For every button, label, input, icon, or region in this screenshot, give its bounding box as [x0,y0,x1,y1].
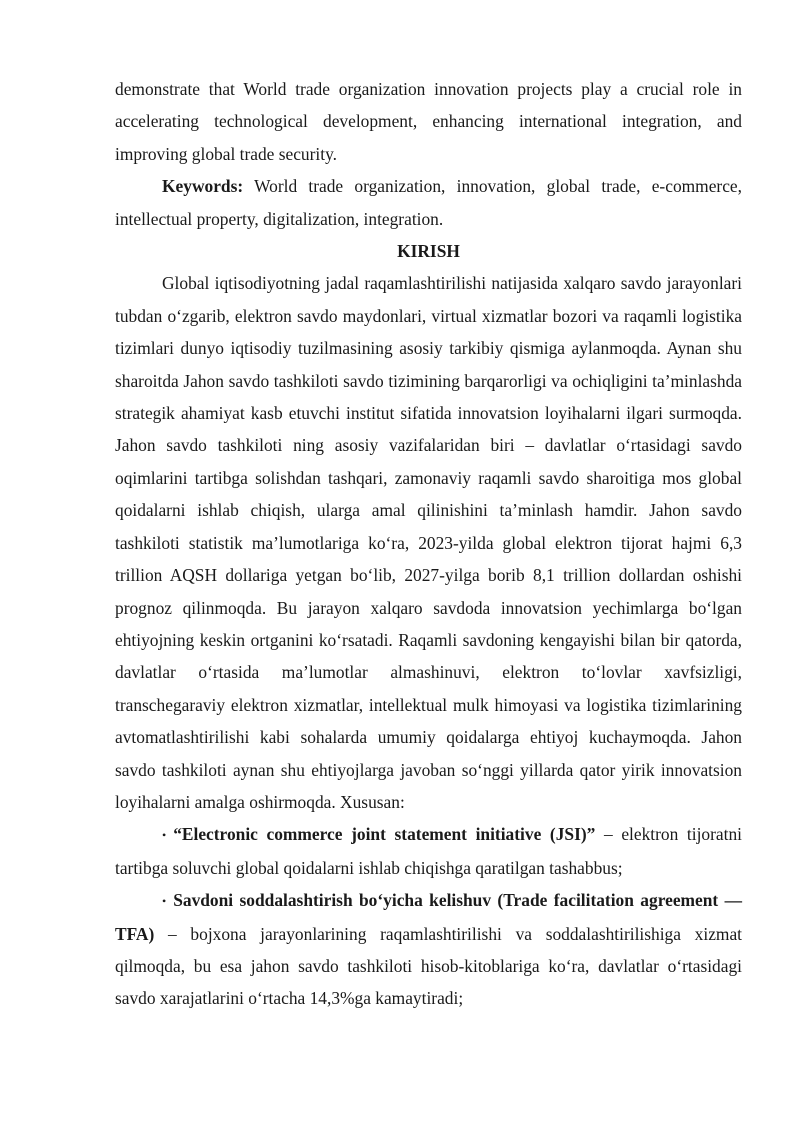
bullet-text: – bojxona jarayonlarining raqamlashtirilishi va soddalashtirilishiga xizmat qilmoqda, bu esa jahon savdo tashkiloti hisob-kitoblariga koʻra, davlatlar oʻrtasidagi savdo xarajatlarini oʻrtacha 14,3%ga kamaytiradi; [115,923,742,1009]
bullet-marker: • [162,894,167,909]
bullet-bold-text: Savdoni soddalashtirish boʻyicha kelishuv (Trade facilitation agreement — TFA) [115,890,742,944]
intro-paragraph: Global iqtisodiyotning jadal raqamlashtirilishi natijasida xalqaro savdo jarayonlari tubdan oʻzgarib, elektron savdo maydonlari, virtual xizmatlar bozori va raqamli logistika tizimlari dunyo iqtisodiy tuzilmasining asosiy tarkibiy qismiga aylanmoqda. Aynan shu sharoitda Jahon savdo tashkiloti savdo tizimining barqarorligi va ochiqligini taʼminlashda strategik ahamiyat kasb etuvchi institut sifatida innovatsion loyihalarni ilgari surmoqda. Jahon savdo tashkiloti ning asosiy vazifalaridan biri – davlatlar oʻrtasidagi savdo oqimlarini tartibga solishdan tashqari, zamonaviy raqamli savdo sharoitiga mos global qoidalarni ishlab chiqish, ularga amal qilinishini taʼminlash hamdir. Jahon savdo tashkiloti statistik maʼlumotlariga koʻra, 2023-yilda global elektron tijorat hajmi 6,3 trillion AQSH dollariga yetgan boʻlib, 2027-yilga borib 8,1 trillion dollardan oshishi prognoz qilinmoqda. Bu jarayon xalqaro savdoda innovatsion yechimlarga boʻlgan ehtiyojning keskin ortganini koʻrsatadi. Raqamli savdoning kengayishi bilan bir qatorda, davlatlar oʻrtasida maʼlumotlar almashinuvi, elektron toʻlovlar xavfsizligi, transchegaraviy elektron xizmatlar, intellektual mulk himoyasi va logistika tizimlarining avtomatlashtirilishi kabi sohalarda umumiy qoidalarga ehtiyoj kuchaymoqda. Jahon savdo tashkiloti aynan shu ehtiyojlarga javoban soʻnggi yillarda qator yirik innovatsion loyihalarni amalga oshirmoqda. Xususan: [115,273,742,812]
abstract-tail: demonstrate that World trade organization innovation projects play a crucial role in accelerating technological development, enhancing international integration, and improving global trade security. [115,79,742,164]
keywords-text: World trade organization, innovation, global trade, e-commerce, intellectual property, digitalization, integration. [115,176,742,229]
keywords-label: Keywords: [162,176,244,197]
bullet-text: – elektron tijoratni tartibga soluvchi global qoidalarni ishlab chiqishga qaratilgan tashabbus; [115,824,742,878]
bullet-marker: • [162,828,167,843]
bullet-bold-text: “Electronic commerce joint statement initiative (JSI)” [173,824,596,845]
bullet-item-tfa [115,884,742,1015]
bullet-item-jsi [115,818,742,884]
section-heading: KIRISH [397,241,460,262]
keywords-paragraph [115,170,742,235]
